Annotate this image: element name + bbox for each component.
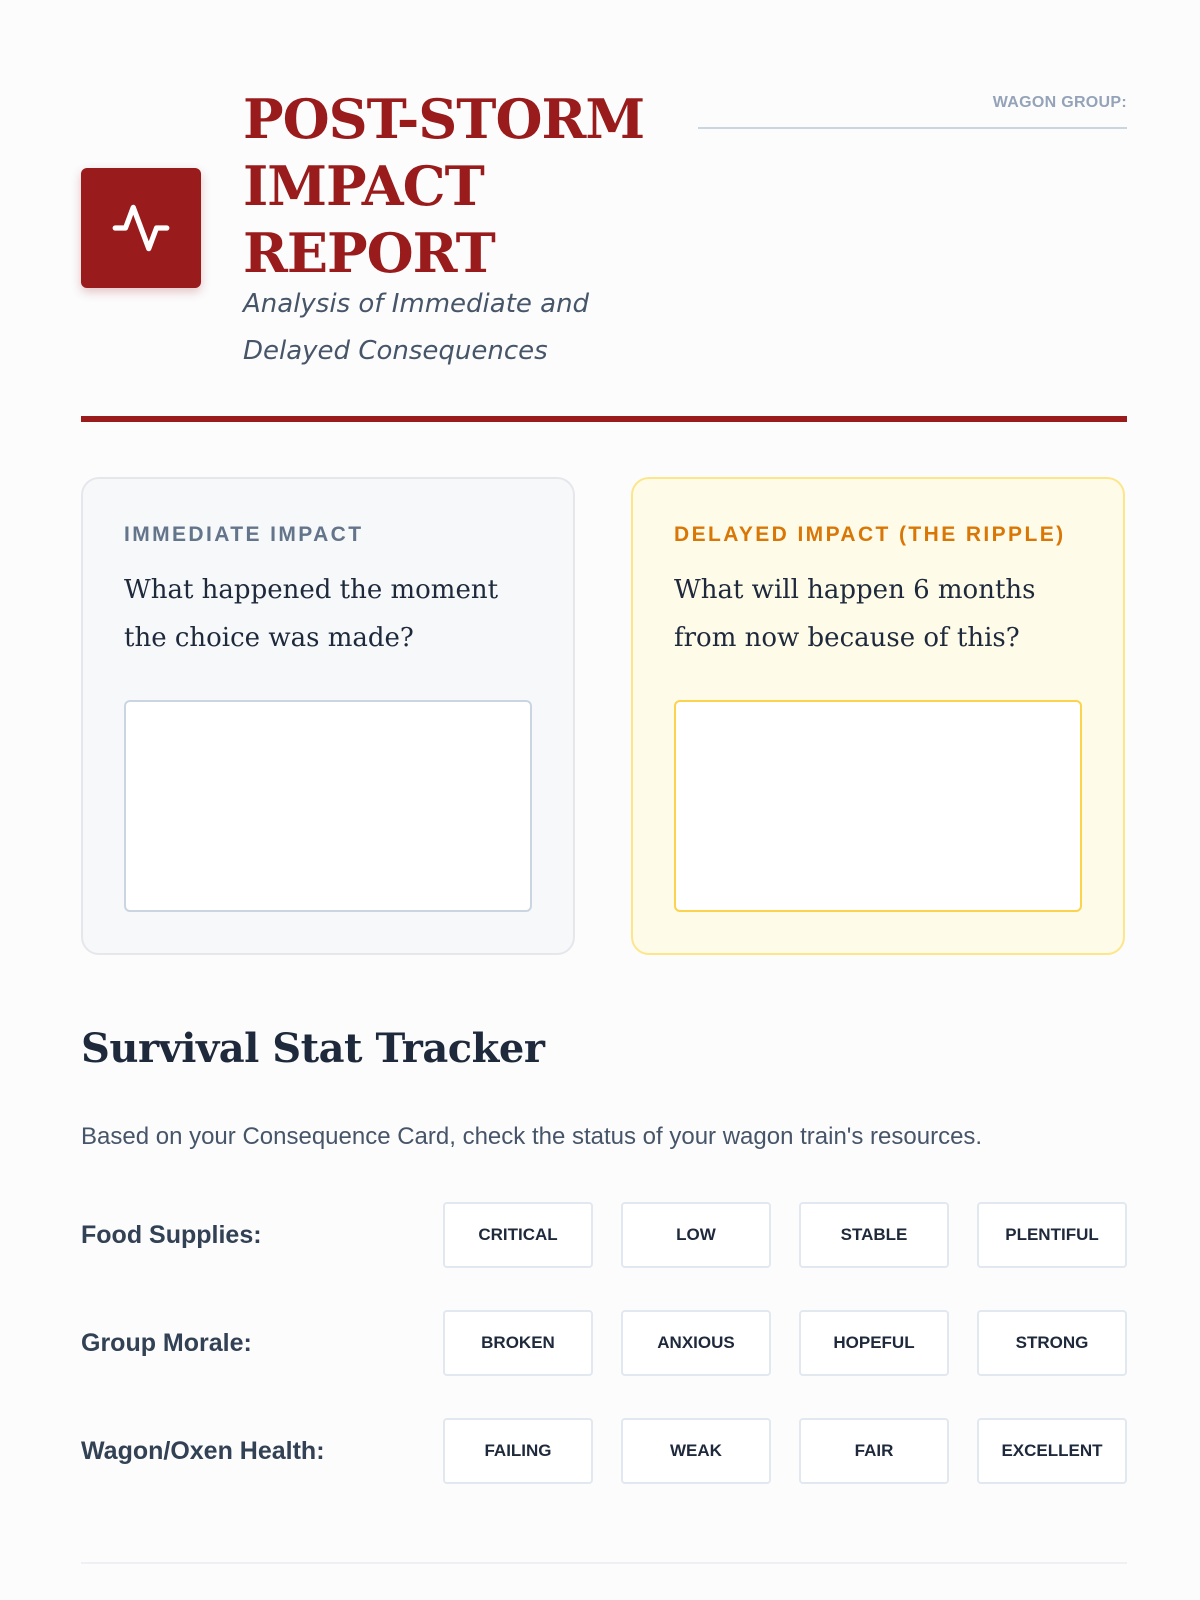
immediate-impact-card bbox=[81, 477, 575, 955]
food-option-low[interactable]: LOW bbox=[621, 1202, 771, 1268]
health-option-fair[interactable]: FAIR bbox=[799, 1418, 949, 1484]
tracker-title: Survival Stat Tracker bbox=[81, 1025, 545, 1072]
header-divider bbox=[81, 416, 1127, 422]
delayed-impact-card bbox=[631, 477, 1125, 955]
wagon-group-input[interactable] bbox=[698, 100, 1127, 128]
report-page bbox=[81, 0, 1127, 1600]
page-subtitle: Analysis of Immediate and Delayed Consequences bbox=[243, 289, 590, 366]
health-option-failing[interactable]: FAILING bbox=[443, 1418, 593, 1484]
wagon-group-underline bbox=[698, 127, 1127, 129]
wagon-group-label: WAGON GROUP: bbox=[992, 94, 1127, 111]
morale-option-strong[interactable]: STRONG bbox=[977, 1310, 1127, 1376]
stat-row-morale bbox=[81, 1310, 1127, 1376]
food-option-plentiful[interactable]: PLENTIFUL bbox=[977, 1202, 1127, 1268]
stat-row-wagon-health bbox=[81, 1418, 1127, 1484]
morale-option-hopeful[interactable]: HOPEFUL bbox=[799, 1310, 949, 1376]
pulse-icon bbox=[110, 197, 172, 259]
health-option-weak[interactable]: WEAK bbox=[621, 1418, 771, 1484]
delayed-impact-answer[interactable] bbox=[674, 700, 1082, 912]
stat-label-food: Food Supplies: bbox=[81, 1221, 262, 1249]
immediate-impact-question: What happened the moment the choice was made? bbox=[124, 575, 499, 653]
stat-row-food bbox=[81, 1202, 1127, 1268]
immediate-impact-answer[interactable] bbox=[124, 700, 532, 912]
immediate-impact-label: IMMEDIATE IMPACT bbox=[124, 523, 364, 546]
delayed-impact-question: What will happen 6 months from now because of this? bbox=[674, 575, 1036, 653]
stat-label-wagon-health: Wagon/Oxen Health: bbox=[81, 1437, 325, 1465]
food-option-critical[interactable]: CRITICAL bbox=[443, 1202, 593, 1268]
health-option-excellent[interactable]: EXCELLENT bbox=[977, 1418, 1127, 1484]
delayed-impact-label: DELAYED IMPACT (THE RIPPLE) bbox=[674, 523, 1066, 546]
food-option-stable[interactable]: STABLE bbox=[799, 1202, 949, 1268]
stat-label-morale: Group Morale: bbox=[81, 1329, 252, 1357]
tracker-description: Based on your Consequence Card, check the status of your wagon train's resources. bbox=[81, 1123, 983, 1150]
morale-option-anxious[interactable]: ANXIOUS bbox=[621, 1310, 771, 1376]
report-logo bbox=[81, 168, 201, 288]
page-title: POST-STORM IMPACT REPORT bbox=[243, 87, 645, 285]
morale-option-broken[interactable]: BROKEN bbox=[443, 1310, 593, 1376]
footer-divider bbox=[81, 1562, 1127, 1564]
